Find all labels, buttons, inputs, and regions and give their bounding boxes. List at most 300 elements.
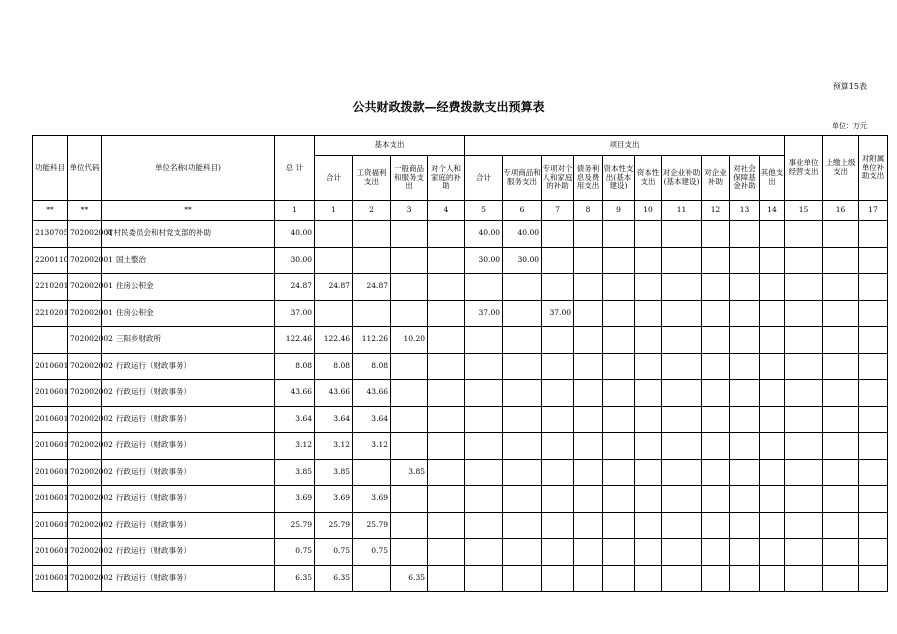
value-cell xyxy=(503,539,542,566)
unit-code-cell: 702002002 xyxy=(68,433,102,460)
value-cell: 6.35 xyxy=(275,565,315,592)
index-cell: 8 xyxy=(574,201,603,221)
value-cell xyxy=(391,433,428,460)
table-row xyxy=(33,486,888,513)
value-cell xyxy=(603,300,635,327)
unit-code-cell: 702002002 xyxy=(68,539,102,566)
value-cell xyxy=(542,486,574,513)
value-cell xyxy=(823,380,859,407)
value-cell xyxy=(353,300,391,327)
value-cell xyxy=(635,486,662,513)
value-cell xyxy=(465,539,503,566)
value-cell xyxy=(702,433,730,460)
value-cell xyxy=(823,353,859,380)
value-cell xyxy=(823,274,859,301)
value-cell xyxy=(823,486,859,513)
value-cell xyxy=(635,327,662,354)
value-cell xyxy=(859,221,888,248)
unit-name-cell: 住房公积金 xyxy=(102,274,275,301)
value-cell: 3.85 xyxy=(315,459,353,486)
value-cell xyxy=(428,459,465,486)
table-row xyxy=(33,380,888,407)
value-cell xyxy=(428,380,465,407)
table-row xyxy=(33,353,888,380)
value-cell xyxy=(353,221,391,248)
value-cell xyxy=(603,539,635,566)
value-cell xyxy=(574,459,603,486)
func-code-cell: 2010601 xyxy=(33,539,68,566)
value-cell xyxy=(823,539,859,566)
value-cell xyxy=(702,512,730,539)
value-cell xyxy=(760,406,785,433)
unit-name-cell: 对村民委员会和村党支部的补助 xyxy=(102,221,275,248)
value-cell xyxy=(428,274,465,301)
index-cell: 7 xyxy=(542,201,574,221)
value-cell xyxy=(702,459,730,486)
table-row xyxy=(33,300,888,327)
unit-name-cell: 住房公积金 xyxy=(102,300,275,327)
value-cell: 3.85 xyxy=(391,459,428,486)
value-cell xyxy=(428,486,465,513)
func-code-cell: 2210201 xyxy=(33,274,68,301)
unit-name-cell: 国土整治 xyxy=(102,247,275,274)
value-cell: 112.26 xyxy=(353,327,391,354)
value-cell xyxy=(785,512,823,539)
value-cell xyxy=(785,486,823,513)
value-cell xyxy=(785,433,823,460)
value-cell xyxy=(730,459,760,486)
form-number: 预算15表 xyxy=(832,82,867,91)
value-cell xyxy=(730,380,760,407)
index-cell: 5 xyxy=(465,201,503,221)
value-cell xyxy=(542,380,574,407)
value-cell: 0.75 xyxy=(353,539,391,566)
value-cell: 3.69 xyxy=(353,486,391,513)
value-cell xyxy=(859,433,888,460)
value-cell xyxy=(353,459,391,486)
value-cell xyxy=(603,433,635,460)
value-cell xyxy=(574,565,603,592)
value-cell xyxy=(391,247,428,274)
value-cell xyxy=(662,300,702,327)
value-cell xyxy=(574,406,603,433)
value-cell xyxy=(702,486,730,513)
value-cell: 24.87 xyxy=(275,274,315,301)
unit-code-cell: 702002002 xyxy=(68,486,102,513)
func-code-cell: 2010601 xyxy=(33,353,68,380)
value-cell xyxy=(785,221,823,248)
value-cell xyxy=(823,300,859,327)
value-cell xyxy=(785,459,823,486)
value-cell xyxy=(730,221,760,248)
value-cell xyxy=(315,221,353,248)
value-cell: 37.00 xyxy=(275,300,315,327)
value-cell xyxy=(859,274,888,301)
value-cell xyxy=(428,433,465,460)
value-cell: 30.00 xyxy=(275,247,315,274)
index-cell: ** xyxy=(102,201,275,221)
value-cell xyxy=(391,512,428,539)
index-cell: 13 xyxy=(730,201,760,221)
value-cell: 40.00 xyxy=(503,221,542,248)
func-code-cell: 2010601 xyxy=(33,380,68,407)
value-cell xyxy=(542,512,574,539)
unit-code-cell: 702002001 xyxy=(68,247,102,274)
value-cell: 6.35 xyxy=(315,565,353,592)
value-cell xyxy=(730,274,760,301)
table-row xyxy=(33,274,888,301)
value-cell: 30.00 xyxy=(465,247,503,274)
value-cell xyxy=(391,300,428,327)
header-unit-code: 单位代码 xyxy=(68,136,102,201)
value-cell: 3.64 xyxy=(353,406,391,433)
value-cell xyxy=(428,565,465,592)
index-row xyxy=(33,201,888,221)
value-cell xyxy=(823,512,859,539)
value-cell: 3.12 xyxy=(353,433,391,460)
value-cell: 8.08 xyxy=(315,353,353,380)
value-cell xyxy=(603,512,635,539)
value-cell xyxy=(859,380,888,407)
value-cell: 40.00 xyxy=(275,221,315,248)
func-code-cell: 2210201 xyxy=(33,300,68,327)
value-cell xyxy=(859,247,888,274)
unit-code-cell: 702002001 xyxy=(68,300,102,327)
value-cell xyxy=(428,353,465,380)
header-basic-sub: 合计 xyxy=(315,156,353,201)
value-cell: 43.66 xyxy=(275,380,315,407)
value-cell xyxy=(503,565,542,592)
value-cell xyxy=(574,327,603,354)
value-cell xyxy=(315,300,353,327)
value-cell xyxy=(603,353,635,380)
value-cell: 25.79 xyxy=(353,512,391,539)
value-cell xyxy=(760,247,785,274)
func-code-cell: 2130705 xyxy=(33,221,68,248)
value-cell: 24.87 xyxy=(315,274,353,301)
value-cell xyxy=(603,380,635,407)
value-cell: 3.69 xyxy=(315,486,353,513)
value-cell xyxy=(391,539,428,566)
value-cell xyxy=(730,327,760,354)
value-cell: 6.35 xyxy=(391,565,428,592)
value-cell xyxy=(859,539,888,566)
value-cell: 0.75 xyxy=(315,539,353,566)
value-cell xyxy=(785,406,823,433)
value-cell xyxy=(542,406,574,433)
table-row xyxy=(33,459,888,486)
value-cell xyxy=(702,274,730,301)
index-cell: 3 xyxy=(391,201,428,221)
unit-name-cell: 三阳乡财政所 xyxy=(102,327,275,354)
header-func-code: 功能科目 xyxy=(33,136,68,201)
value-cell xyxy=(662,565,702,592)
unit-code-cell: 702002002 xyxy=(68,565,102,592)
unit-name-cell: 行政运行（财政事务） xyxy=(102,459,275,486)
value-cell: 3.85 xyxy=(275,459,315,486)
value-cell: 0.75 xyxy=(275,539,315,566)
value-cell: 25.79 xyxy=(275,512,315,539)
value-cell xyxy=(503,406,542,433)
value-cell: 25.79 xyxy=(315,512,353,539)
value-cell xyxy=(635,539,662,566)
value-cell xyxy=(823,565,859,592)
value-cell: 40.00 xyxy=(465,221,503,248)
value-cell xyxy=(662,353,702,380)
value-cell xyxy=(635,433,662,460)
value-cell xyxy=(542,353,574,380)
value-cell xyxy=(574,247,603,274)
value-cell xyxy=(760,327,785,354)
value-cell xyxy=(785,300,823,327)
value-cell xyxy=(662,327,702,354)
value-cell xyxy=(785,274,823,301)
index-cell: 9 xyxy=(603,201,635,221)
header-project-sub: 专项商品和服务支出 xyxy=(503,156,542,201)
value-cell xyxy=(391,221,428,248)
value-cell xyxy=(785,565,823,592)
value-cell xyxy=(465,512,503,539)
unit-name-cell: 行政运行（财政事务） xyxy=(102,512,275,539)
value-cell xyxy=(635,274,662,301)
header-project-sub: 对社会保障基金补助 xyxy=(730,156,760,201)
value-cell xyxy=(662,380,702,407)
table-row xyxy=(33,327,888,354)
value-cell xyxy=(859,486,888,513)
func-code-cell: 2010601 xyxy=(33,486,68,513)
value-cell xyxy=(730,486,760,513)
header-total: 总 计 xyxy=(275,136,315,201)
value-cell xyxy=(859,459,888,486)
value-cell xyxy=(823,327,859,354)
value-cell xyxy=(503,486,542,513)
value-cell xyxy=(428,406,465,433)
value-cell xyxy=(823,247,859,274)
value-cell xyxy=(428,512,465,539)
value-cell xyxy=(603,221,635,248)
value-cell: 3.12 xyxy=(315,433,353,460)
header-project-sub: 合计 xyxy=(465,156,503,201)
unit-code-cell: 702002001 xyxy=(68,221,102,248)
header-project-sub: 债务利息及费用支出 xyxy=(574,156,603,201)
value-cell xyxy=(760,565,785,592)
header-project-sub: 对企业补助 xyxy=(702,156,730,201)
header-business: 事业单位经营支出 xyxy=(785,136,823,201)
value-cell xyxy=(603,406,635,433)
table-row xyxy=(33,512,888,539)
page-title: 公共财政拨款—经费拨款支出预算表 xyxy=(352,100,545,114)
table-body xyxy=(33,221,888,592)
unit-code-cell: 702002002 xyxy=(68,353,102,380)
value-cell: 43.66 xyxy=(353,380,391,407)
value-cell xyxy=(662,539,702,566)
value-cell xyxy=(785,247,823,274)
unit-code-cell: 702002002 xyxy=(68,406,102,433)
value-cell: 37.00 xyxy=(542,300,574,327)
header-basic-sub: 工资福利支出 xyxy=(353,156,391,201)
value-cell xyxy=(542,433,574,460)
index-cell: 10 xyxy=(635,201,662,221)
value-cell xyxy=(574,433,603,460)
value-cell xyxy=(760,539,785,566)
table-row xyxy=(33,539,888,566)
value-cell xyxy=(662,512,702,539)
value-cell xyxy=(785,539,823,566)
value-cell xyxy=(428,247,465,274)
value-cell: 30.00 xyxy=(503,247,542,274)
value-cell xyxy=(823,459,859,486)
index-cell: ** xyxy=(33,201,68,221)
value-cell xyxy=(702,406,730,433)
value-cell xyxy=(465,353,503,380)
unit-name-cell: 行政运行（财政事务） xyxy=(102,565,275,592)
value-cell xyxy=(760,512,785,539)
func-code-cell: 2010601 xyxy=(33,406,68,433)
value-cell xyxy=(702,353,730,380)
header-basic-sub: 一般商品和服务支出 xyxy=(391,156,428,201)
value-cell xyxy=(574,512,603,539)
value-cell xyxy=(574,353,603,380)
value-cell xyxy=(823,406,859,433)
index-cell: 6 xyxy=(503,201,542,221)
value-cell xyxy=(662,247,702,274)
value-cell xyxy=(702,327,730,354)
unit-name-cell: 行政运行（财政事务） xyxy=(102,380,275,407)
value-cell xyxy=(603,327,635,354)
value-cell xyxy=(760,380,785,407)
value-cell xyxy=(662,433,702,460)
value-cell: 3.69 xyxy=(275,486,315,513)
func-code-cell: 2010601 xyxy=(33,565,68,592)
value-cell xyxy=(859,512,888,539)
value-cell: 24.87 xyxy=(353,274,391,301)
value-cell: 3.12 xyxy=(275,433,315,460)
value-cell xyxy=(859,353,888,380)
func-code-cell: 2010601 xyxy=(33,459,68,486)
unit-name-cell: 行政运行（财政事务） xyxy=(102,353,275,380)
value-cell xyxy=(465,327,503,354)
value-cell xyxy=(760,353,785,380)
value-cell xyxy=(315,247,353,274)
value-cell xyxy=(503,353,542,380)
value-cell xyxy=(428,539,465,566)
value-cell xyxy=(465,433,503,460)
value-cell xyxy=(574,221,603,248)
table-row xyxy=(33,406,888,433)
value-cell xyxy=(859,327,888,354)
value-cell: 3.64 xyxy=(275,406,315,433)
value-cell xyxy=(730,353,760,380)
unit-code-cell: 702002002 xyxy=(68,380,102,407)
value-cell xyxy=(760,486,785,513)
index-cell: 15 xyxy=(785,201,823,221)
unit-name-cell: 行政运行（财政事务） xyxy=(102,486,275,513)
value-cell xyxy=(542,565,574,592)
header-project-sub: 资本性支出(基本建设) xyxy=(603,156,635,201)
value-cell: 8.08 xyxy=(353,353,391,380)
value-cell xyxy=(635,380,662,407)
value-cell xyxy=(635,247,662,274)
value-cell xyxy=(760,274,785,301)
value-cell xyxy=(730,433,760,460)
value-cell xyxy=(635,406,662,433)
value-cell xyxy=(542,221,574,248)
value-cell: 122.46 xyxy=(275,327,315,354)
value-cell xyxy=(428,327,465,354)
value-cell xyxy=(574,380,603,407)
value-cell xyxy=(730,565,760,592)
unit-code-cell: 702002001 xyxy=(68,274,102,301)
table-row xyxy=(33,433,888,460)
value-cell xyxy=(428,221,465,248)
value-cell: 122.46 xyxy=(315,327,353,354)
table-row xyxy=(33,565,888,592)
unit-name-cell: 行政运行（财政事务） xyxy=(102,406,275,433)
value-cell xyxy=(503,380,542,407)
value-cell xyxy=(542,247,574,274)
table-row xyxy=(33,221,888,248)
value-cell xyxy=(662,406,702,433)
value-cell xyxy=(465,486,503,513)
value-cell xyxy=(428,300,465,327)
value-cell xyxy=(662,221,702,248)
value-cell xyxy=(730,406,760,433)
header-project-sub: 专项对个人和家庭的补助 xyxy=(542,156,574,201)
value-cell xyxy=(391,486,428,513)
value-cell xyxy=(730,300,760,327)
value-cell xyxy=(635,353,662,380)
value-cell xyxy=(574,486,603,513)
value-cell xyxy=(702,565,730,592)
func-code-cell: 2010601 xyxy=(33,433,68,460)
value-cell xyxy=(760,300,785,327)
index-cell: 2 xyxy=(353,201,391,221)
header-upper: 上缴上级支出 xyxy=(823,136,859,201)
func-code-cell: 2010601 xyxy=(33,512,68,539)
value-cell xyxy=(702,247,730,274)
index-cell: ** xyxy=(68,201,102,221)
index-cell: 17 xyxy=(859,201,888,221)
value-cell xyxy=(785,327,823,354)
value-cell xyxy=(391,353,428,380)
value-cell xyxy=(702,539,730,566)
value-cell xyxy=(730,539,760,566)
value-cell xyxy=(503,512,542,539)
value-cell xyxy=(635,459,662,486)
value-cell xyxy=(503,433,542,460)
value-cell xyxy=(635,512,662,539)
value-cell xyxy=(823,221,859,248)
value-cell xyxy=(542,459,574,486)
unit-code-cell: 702002002 xyxy=(68,327,102,354)
value-cell xyxy=(503,327,542,354)
index-cell: 12 xyxy=(702,201,730,221)
value-cell xyxy=(353,565,391,592)
unit-code-cell: 702002002 xyxy=(68,512,102,539)
value-cell xyxy=(465,406,503,433)
value-cell xyxy=(603,459,635,486)
value-cell xyxy=(574,539,603,566)
header-project-sub: 其他支出 xyxy=(760,156,785,201)
value-cell xyxy=(702,380,730,407)
value-cell xyxy=(542,539,574,566)
value-cell xyxy=(702,221,730,248)
index-cell: 1 xyxy=(315,201,353,221)
func-code-cell xyxy=(33,327,68,354)
value-cell xyxy=(785,353,823,380)
value-cell xyxy=(702,300,730,327)
value-cell xyxy=(465,565,503,592)
